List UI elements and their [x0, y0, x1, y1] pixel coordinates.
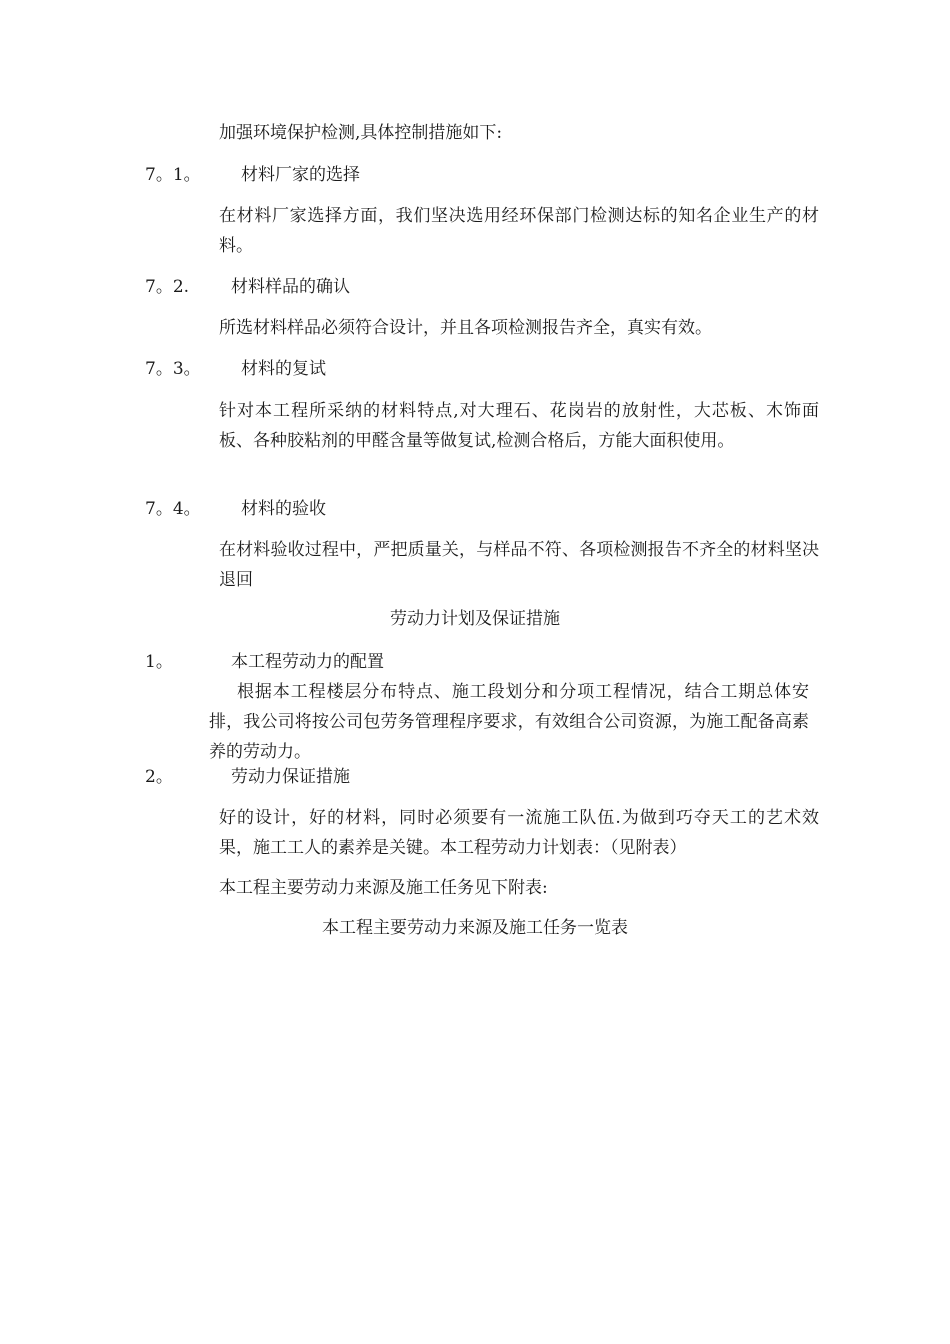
table-title: 本工程主要劳动力来源及施工任务一览表 [322, 918, 628, 938]
section-heading: 材料样品的确认 [231, 277, 350, 297]
section-number: 7。1。 [145, 165, 201, 185]
section-heading: 材料厂家的选择 [241, 165, 360, 185]
section-heading: 材料的验收 [241, 499, 326, 519]
section-heading: 材料的复试 [241, 359, 326, 379]
labor-section-body: 根据本工程楼层分布特点、施工段划分和分项工程情况，结合工期总体安排，我公司将按公司包劳务管理程序要求，有效组合公司资源，为施工配备高素养的劳动力。 [209, 682, 809, 762]
section-body: 针对本工程所采纳的材料特点,对大理石、花岗岩的放射性，大芯板、木饰面板、各种胶粘剂的甲醛含量等做复试,检测合格后，方能大面积使用。 [219, 401, 819, 451]
section-number: 7。2. [145, 277, 190, 297]
labor-section-body: 好的设计，好的材料，同时必须要有一流施工队伍.为做到巧夺天工的艺术效果，施工工人的素养是关键。本工程劳动力计划表：（见附表） [219, 808, 819, 858]
labor-section-heading: 本工程劳动力的配置 [231, 652, 384, 672]
labor-section-title: 劳动力计划及保证措施 [390, 609, 560, 629]
labor-section-number: 2。 [145, 767, 173, 787]
section-number: 7。3。 [145, 359, 201, 379]
labor-section-heading: 劳动力保证措施 [231, 767, 350, 787]
section-body: 在材料厂家选择方面，我们坚决选用经环保部门检测达标的知名企业生产的材料。 [219, 206, 819, 256]
appendix-note: 本工程主要劳动力来源及施工任务见下附表: [219, 878, 548, 898]
section-number: 7。4。 [145, 499, 201, 519]
section-body: 在材料验收过程中，严把质量关，与样品不符、各项检测报告不齐全的材料坚决退回 [219, 540, 819, 590]
labor-section-number: 1。 [145, 652, 173, 672]
section-body: 所选材料样品必须符合设计，并且各项检测报告齐全，真实有效。 [219, 318, 712, 338]
intro-text: 加强环境保护检测,具体控制措施如下: [219, 123, 503, 143]
